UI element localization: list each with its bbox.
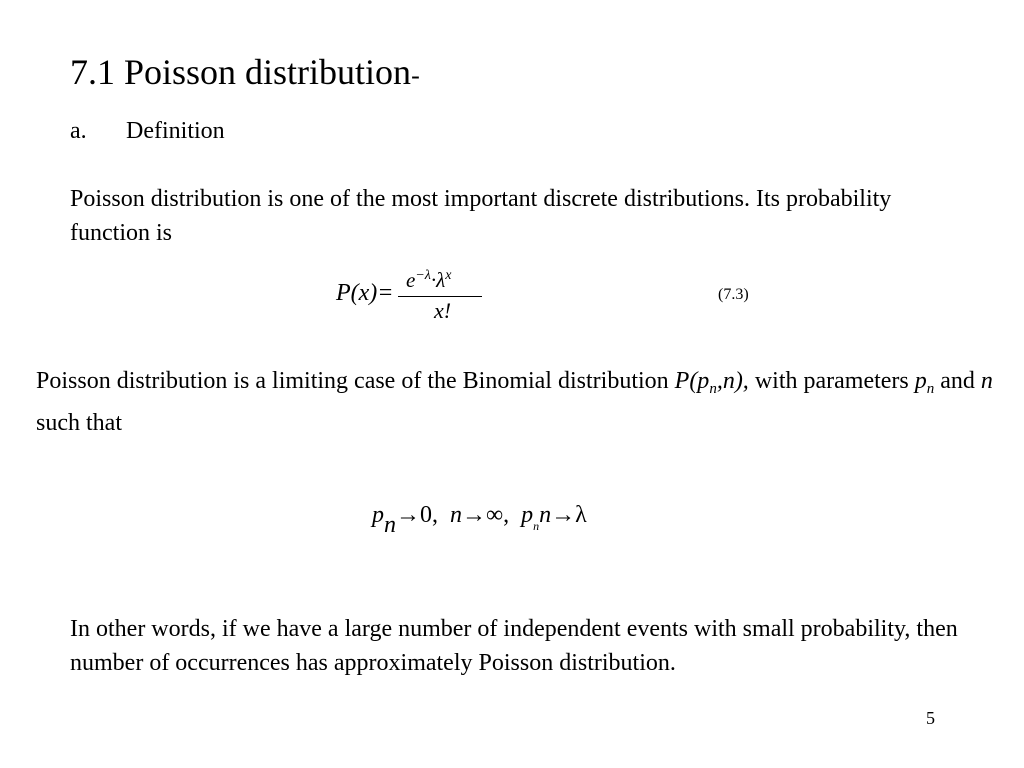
eq2-n2: n — [539, 502, 552, 528]
p2-param-n: n — [980, 368, 993, 394]
equation-numerator — [406, 268, 451, 293]
eq2-p2-sub: n — [533, 519, 540, 533]
numerator-exponent: −λ — [415, 268, 431, 283]
paragraph-binomial-limit — [36, 364, 996, 440]
eq2-n: n — [450, 502, 462, 528]
subheading-marker: a. — [70, 118, 87, 144]
numerator-exponent-x: x — [445, 268, 452, 283]
p2-param-p: p — [914, 368, 927, 394]
numerator-base: e — [406, 268, 416, 292]
subheading-definition: Definition — [126, 118, 225, 144]
eq2-p: p — [372, 502, 384, 528]
equation-limit-conditions — [372, 502, 587, 539]
fraction-bar — [398, 296, 482, 297]
paragraph-interpretation: In other words, if we have a large number of independent events with small probability, then number of occurrences has approximately Poisson distribution. — [70, 616, 958, 676]
paragraph-definition: Poisson distribution is one of the most important discrete distributions. Its probability function is — [70, 186, 892, 246]
numerator-rest: ·λ — [430, 268, 446, 292]
p2-part3: and — [934, 368, 981, 394]
p2-param-p-sub: n — [926, 381, 935, 397]
equation-denominator: x! — [434, 298, 452, 323]
slide-title-text: 7.1 Poisson distribution — [70, 52, 412, 92]
eq2-p2: p — [521, 502, 534, 528]
p2-binomial-p: P(p — [674, 368, 710, 394]
equation-number: (7.3) — [718, 286, 749, 303]
equation-lhs: P(x)= — [336, 280, 394, 306]
slide-title-dash: - — [411, 61, 420, 90]
slide-title — [70, 50, 420, 98]
eq2-p-sub: n — [384, 512, 396, 538]
p2-binomial-rest: ,n), — [716, 368, 749, 394]
p2-part1: Poisson distribution is a limiting case of the Binomial distribution — [36, 368, 675, 394]
page-number: 5 — [926, 708, 935, 728]
p2-binomial-sub: n — [709, 381, 717, 397]
p2-part4: such that — [36, 410, 122, 436]
eq2-c1: →0, — [396, 502, 438, 528]
p2-part2: with parameters — [748, 368, 915, 394]
eq2-c2: →∞, — [462, 502, 510, 528]
eq2-c3: →λ — [551, 502, 587, 528]
